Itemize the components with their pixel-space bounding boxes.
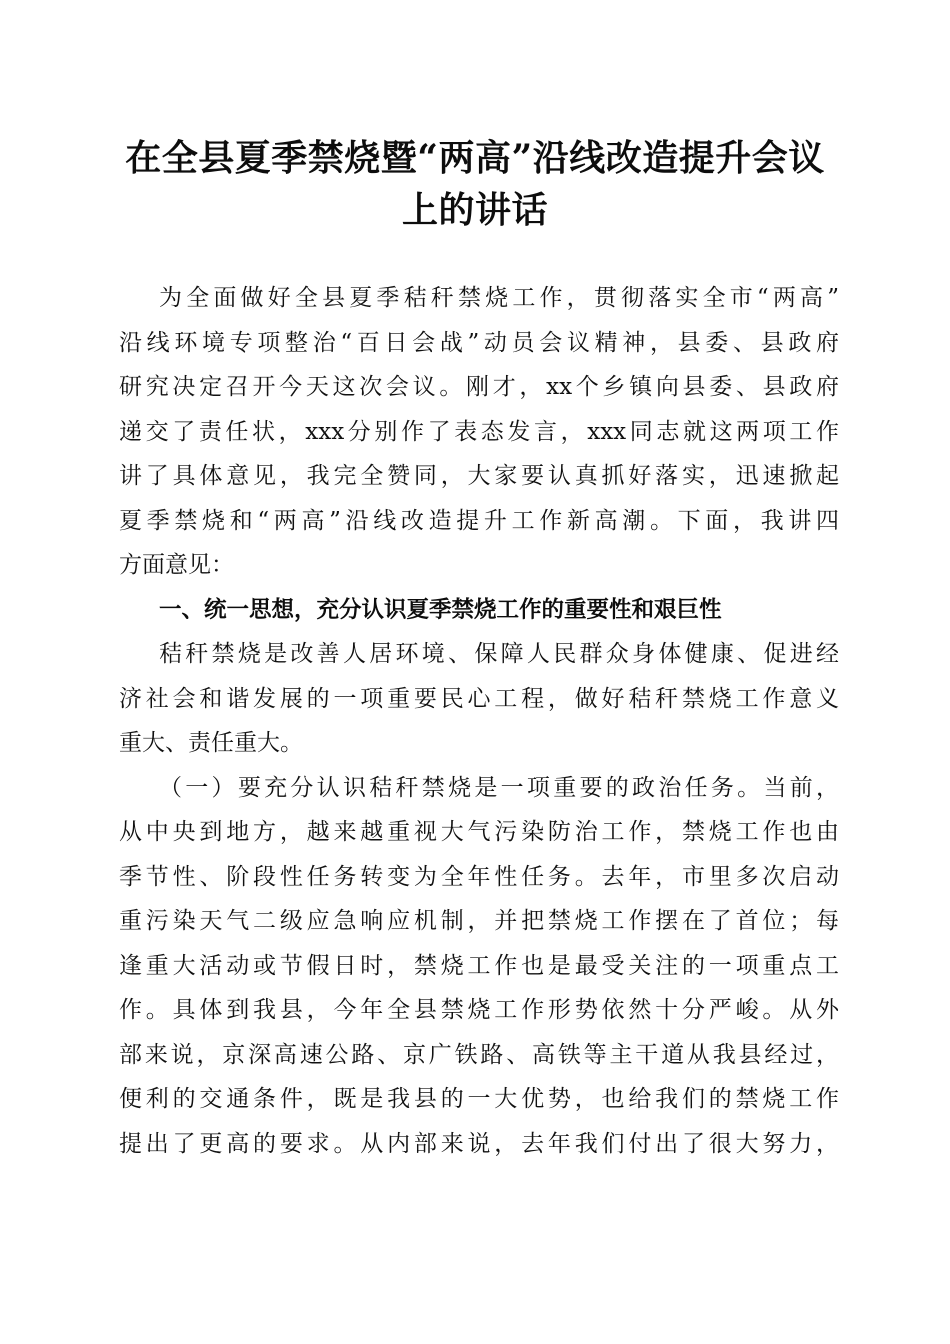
- title-line-1: 在全县夏季禁烧暨“两高”沿线改造提升会议: [125, 137, 825, 179]
- text-line: 部来说，京深高速公路、京广铁路、高铁等主干道从我县经过，: [119, 1041, 839, 1068]
- text-line: 济社会和谐发展的一项重要民心工程，做好秸秆禁烧工作意义: [119, 685, 839, 712]
- text-line: 沿线环境专项整治“百日会战”动员会议精神，县委、县政府: [119, 329, 839, 356]
- text-line: 重污染天气二级应急响应机制，并把禁烧工作摆在了首位；每: [119, 908, 839, 934]
- title-line-2: 上的讲话: [401, 189, 548, 231]
- paragraph-significance: [119, 632, 839, 766]
- text-line: 研究决定召开今天这次会议。刚才，xx个乡镇向县委、县政府: [119, 374, 839, 400]
- text-line: 便利的交通条件，既是我县的一大优势，也给我们的禁烧工作: [119, 1086, 839, 1112]
- text-line: 重大、责任重大。: [119, 730, 303, 756]
- text-line: 秸秆禁烧是改善人居环境、保障人民群众身体健康、促进经: [159, 641, 839, 667]
- text-line: 提出了更高的要求。从内部来说，去年我们付出了很大努力，: [119, 1130, 839, 1157]
- text-line: 夏季禁烧和“两高”沿线改造提升工作新高潮。下面，我讲四: [119, 507, 839, 534]
- text-line: 作。具体到我县，今年全县禁烧工作形势依然十分严峻。从外: [119, 997, 839, 1023]
- text-line: 为全面做好全县夏季秸秆禁烧工作，贯彻落实全市“两高”: [159, 285, 839, 311]
- text-line: 季节性、阶段性任务转变为全年性任务。去年，市里多次启动: [119, 863, 839, 890]
- paragraph-political-task: [119, 766, 839, 1167]
- text-line: 讲了具体意见，我完全赞同，大家要认真抓好落实，迅速掀起: [119, 463, 839, 489]
- document-body: [119, 276, 839, 1166]
- text-line: 递交了责任状，xxx分别作了表态发言，xxx同志就这两项工作: [119, 418, 839, 445]
- paragraph-intro: [119, 276, 839, 588]
- text-line: 从中央到地方，越来越重视大气污染防治工作，禁烧工作也由: [119, 819, 839, 845]
- section-heading-1: [119, 588, 839, 633]
- text-line: 方面意见：: [119, 552, 234, 578]
- text-line: 逢重大活动或节假日时，禁烧工作也是最受关注的一项重点工: [119, 952, 839, 979]
- document-title: [100, 132, 850, 236]
- text-line: （一）要充分认识秸秆禁烧是一项重要的政治任务。当前，: [159, 774, 839, 801]
- heading-line: 一、统一思想，充分认识夏季禁烧工作的重要性和艰巨性: [159, 596, 722, 623]
